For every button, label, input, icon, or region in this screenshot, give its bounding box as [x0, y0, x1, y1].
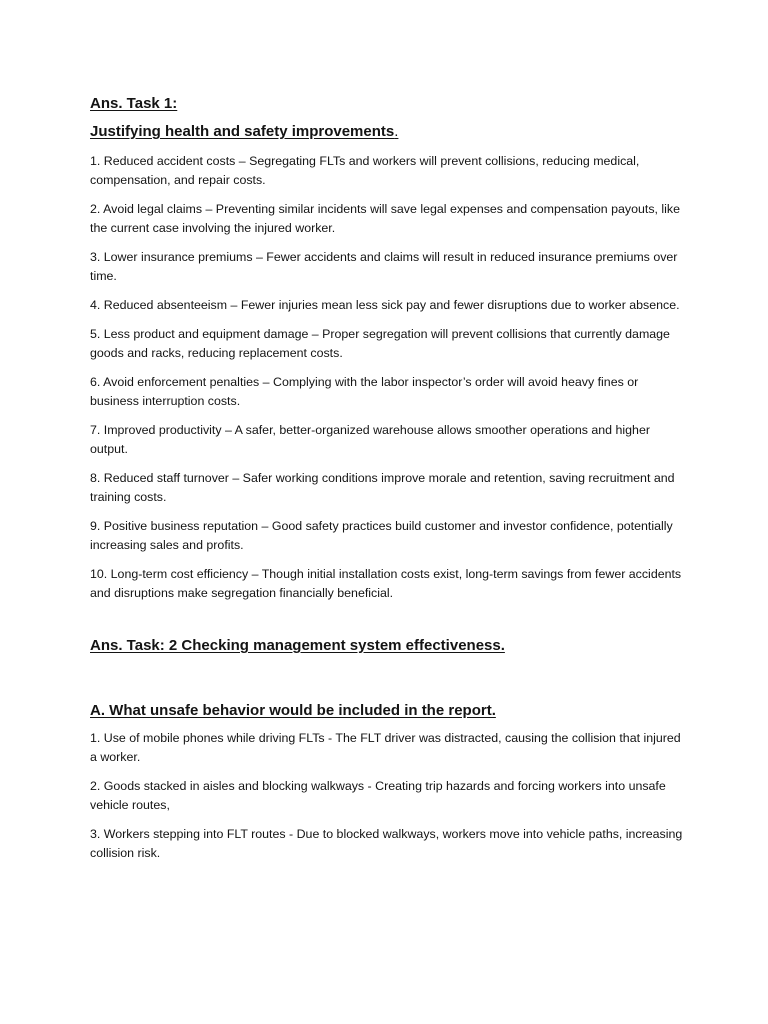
list-item: 6. Avoid enforcement penalties – Complying with the labor inspector’s order will avoid heavy fines or business interruption costs.	[90, 375, 639, 408]
document-page	[90, 94, 690, 873]
list-item: 10. Long-term cost efficiency – Though initial installation costs exist, long-term savings from fewer accidents and disruptions make segregation financially beneficial.	[90, 567, 682, 600]
list-item: 5. Less product and equipment damage – Proper segregation will prevent collisions that currently damage goods and racks, reducing replacement costs.	[90, 327, 670, 360]
task1-list	[90, 152, 690, 603]
section-a-title: A. What unsafe behavior would be included in the report.	[90, 702, 496, 719]
list-item: 4. Reduced absenteeism – Fewer injuries mean less sick pay and fewer disruptions due to worker absence.	[90, 298, 680, 312]
task1-subtitle-period: .	[394, 123, 399, 140]
task1-subtitle	[90, 122, 690, 142]
list-item: 3. Workers stepping into FLT routes - Due to blocked walkways, workers move into vehicle paths, increasing collision risk.	[90, 827, 683, 860]
list-item: 3. Lower insurance premiums – Fewer accidents and claims will result in reduced insurance premiums over time.	[90, 250, 678, 283]
task1-subtitle-text: Justifying health and safety improvements	[90, 123, 395, 140]
list-item: 7. Improved productivity – A safer, better-organized warehouse allows smoother operations and higher output.	[90, 423, 650, 456]
list-item: 2. Goods stacked in aisles and blocking walkways - Creating trip hazards and forcing workers into unsafe vehicle routes,	[90, 779, 666, 812]
list-item: 8. Reduced staff turnover – Safer working conditions improve morale and retention, saving recruitment and training costs.	[90, 471, 675, 504]
list-item: 1. Use of mobile phones while driving FLTs - The FLT driver was distracted, causing the collision that injured a worker.	[90, 731, 681, 764]
list-item: 9. Positive business reputation – Good safety practices build customer and investor confidence, potentially increasing sales and profits.	[90, 519, 673, 552]
section-a-list	[90, 729, 690, 863]
task1-title: Ans. Task 1:	[90, 95, 178, 112]
task2-title: Ans. Task: 2 Checking management system effectiveness.	[90, 637, 505, 654]
list-item: 1. Reduced accident costs – Segregating FLTs and workers will prevent collisions, reducing medical, compensation, and repair costs.	[90, 154, 640, 187]
list-item: 2. Avoid legal claims – Preventing similar incidents will save legal expenses and compensation payouts, like the current case involving the injured worker.	[90, 202, 681, 235]
